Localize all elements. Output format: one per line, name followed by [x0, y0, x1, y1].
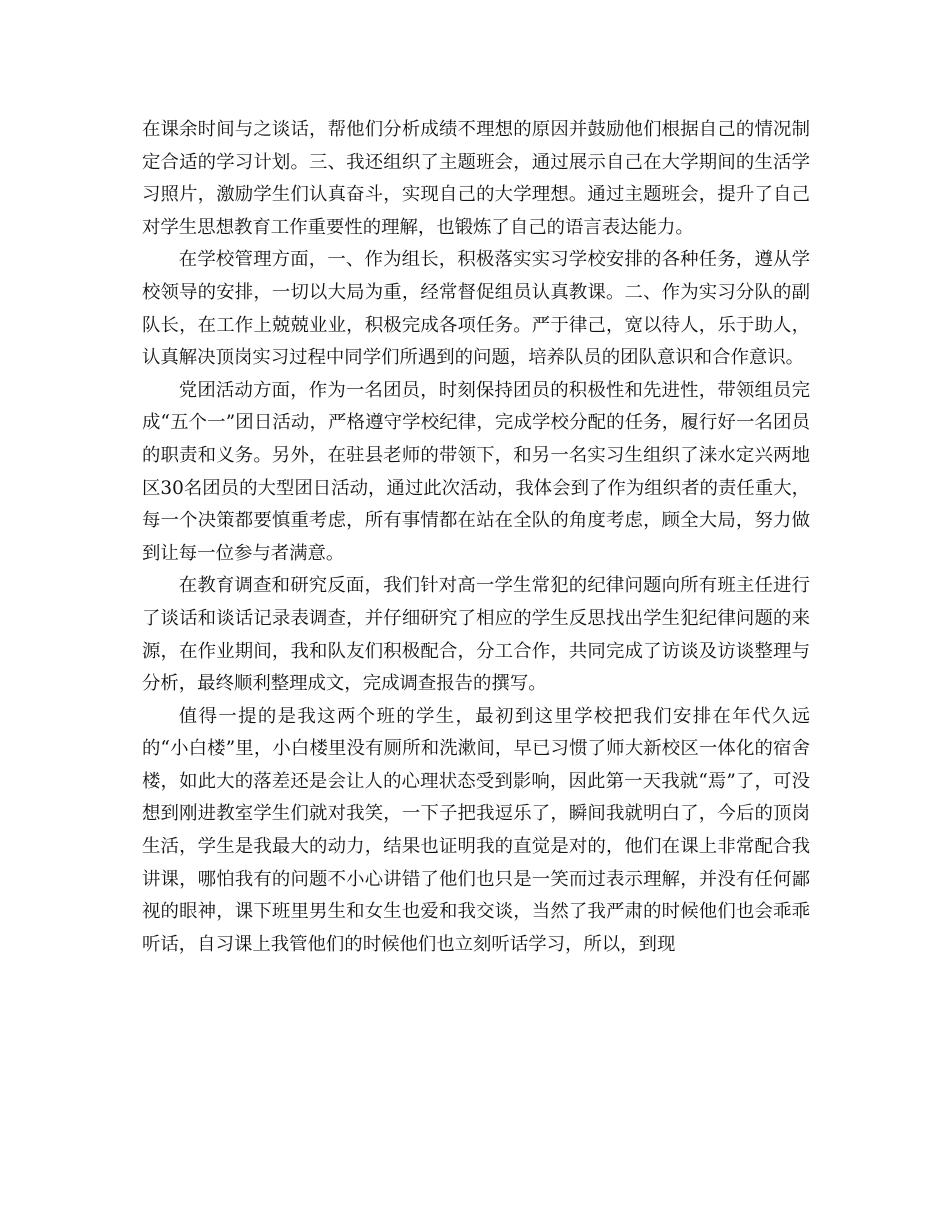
paragraph-school-management: 在学校管理方面，一、作为组长，积极落实实习学校安排的各种任务，遵从学校领导的安排，一切以大局为重，经常督促组员认真教课。二、作为实习分队的副队长，在工作上兢兢业业，积极完成各项任务。严于律己，宽以待人，乐于助人，认真解决顶岗实习过程中同学们所遇到的问题，培养队员的团队意识和合作意识。	[142, 249, 810, 369]
paragraph-students-reflection: 值得一提的是我这两个班的学生，最初到这里学校把我们安排在年代久远的“小白楼”里，小白楼里没有厕所和洗漱间，早已习惯了师大新校区一体化的宿舍楼，如此大的落差还是会让人的心理状态受到影响，因此第一天我就“焉”了，可没想到刚进教室学生们就对我笑，一下子把我逗乐了，瞬间我就明白了，今后的顶岗生活，学生是我最大的动力，结果也证明我的直觉是对的，他们在课上非常配合我讲课，哪怕我有的问题不小心讲错了他们也只是一笑而过表示理解，并没有任何鄙视的眼神，课下班里男生和女生也爱和我交谈，当然了我严肃的时候他们也会乖乖听话，自习课上我管他们的时候他们也立刻听话学习，所以，到现	[142, 705, 810, 955]
document-body	[142, 114, 810, 961]
paragraph-student-guidance: 在课余时间与之谈话，帮他们分析成绩不理想的原因并鼓励他们根据自己的情况制定合适的学习计划。三、我还组织了主题班会，通过展示自己在大学期间的生活学习照片，激励学生们认真奋斗，实现自己的大学理想。通过主题班会，提升了自己对学生思想教育工作重要性的理解，也锻炼了自己的语言表达能力。	[142, 119, 810, 238]
paragraph-party-league-activities: 党团活动方面，作为一名团员，时刻保持团员的积极性和先进性，带领组员完成“五个一”团日活动，严格遵守学校纪律，完成学校分配的任务，履行好一名团员的职责和义务。另外，在驻县老师的带领下，和另一名实习生组织了涞水定兴两地区30名团员的大型团日活动，通过此次活动，我体会到了作为组织者的责任重大，每一个决策都要慎重考虑，所有事情都在站在全队的角度考虑，顾全大局，努力做到让每一位参与者满意。	[142, 379, 810, 564]
paragraph-education-research: 在教育调查和研究反面，我们针对高一学生常犯的纪律问题向所有班主任进行了谈话和谈话记录表调查，并仔细研究了相应的学生反思找出学生犯纪律问题的来源，在作业期间，我和队友们积极配合，分工合作，共同完成了访谈及访谈整理与分析，最终顺利整理成文，完成调查报告的撰写。	[142, 575, 810, 695]
